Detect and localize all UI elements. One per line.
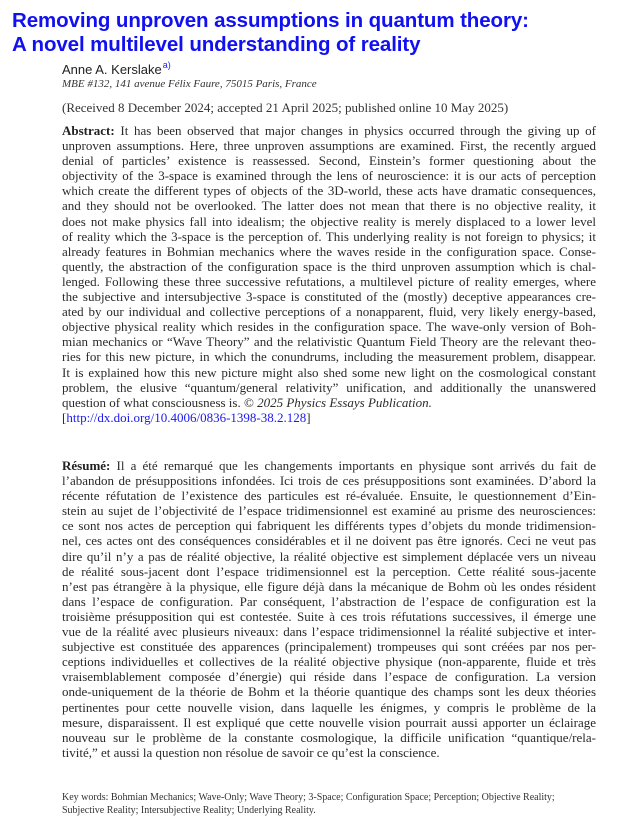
- author-footnote-link[interactable]: a): [162, 60, 171, 70]
- resume-last-line: tivité,” et aussi la question non résolue de savoir ce qu’est la conscience.: [62, 744, 440, 760]
- resume-label: Résumé:: [62, 458, 111, 473]
- abstract-line: denial of particles’ existence is reassessed. Second, Einstein’s former questioning about the: [62, 153, 596, 169]
- resume-line: nouveau sur le problème de la constante cosmologique, la difficile unification “quantique/rela-: [62, 729, 596, 745]
- resume-line: Résumé: Il a été remarqué que les changements importants en physique sont arrivés du fait de: [62, 458, 596, 473]
- resume-line: vue de la réalité avec plusieurs niveaux: dans l’espace tridimensionnel la réalité subjective et inter-: [62, 624, 596, 640]
- publication-dates: (Received 8 December 2024; accepted 21 April 2025; published online 10 May 2025): [62, 100, 509, 115]
- resume-line: stein au sujet de l’objectivité de l’espace tridimensionnel est examiné au prisme des neurosciences:: [62, 503, 596, 519]
- abstract-last-line: question of what consciousness is. © 2025 Physics Essays Publication.: [62, 394, 432, 410]
- abstract-line: problem, the elusive “quantum/general relativity” unification, and additionally the unanswered: [62, 379, 596, 395]
- author-name: Anne A. Kerslake: [62, 62, 162, 77]
- resume-line: ce sont nos actes de perception qui fabriquent les différents types d’objets du monde tridimension-: [62, 518, 596, 534]
- resume-line: mesure, disparaissent. Il est expliqué que cette nouvelle vision pourrait aussi apporter un éclairage: [62, 714, 596, 730]
- resume-line: de réalité sous-jacent dont l’espace tridimensionnel est la perception. Cette réalité sous-jacente: [62, 563, 596, 579]
- resume-line: l’abandon de présuppositions infondées. Ici trois de ces présuppositions sont examinées. D’abord la: [62, 473, 596, 489]
- abstract-line: unproven assumptions. Here, three unproven assumptions are examined. First, the recently argued: [62, 138, 596, 154]
- abstract-line: the subjective and intersubjective 3-space is constituted of the (mostly) deceptive appearances cre-: [62, 289, 596, 305]
- keywords: [62, 791, 602, 817]
- resume-section: [62, 458, 596, 760]
- resume-line: troisième présupposition qui est contestée. Suite à ces trois réfutations successives, il émerge une: [62, 608, 596, 624]
- article-title: [12, 9, 632, 57]
- resume-line: pertinentes pour cette nouvelle vision, dans laquelle les énigmes, y compris le problème de la: [62, 699, 596, 715]
- resume-line: vraisemblablement composée d’énergie) qui réside dans l’espace de configuration. La version: [62, 669, 596, 685]
- abstract-line: mian mechanics or “Wave Theory” and the relativistic Quantum Field Theory are the relevant theo-: [62, 334, 596, 350]
- keywords-line-2: Subjective Reality; Intersubjective Reality; Underlying Reality.: [62, 805, 316, 816]
- resume-line: subjective est constituée des apparences (principalement) trompeuses qui sont créées par nos per-: [62, 639, 596, 655]
- copyright-notice: 2025 Physics Essays Publication.: [257, 394, 432, 410]
- abstract-line: which create the different types of objects of the 3D-world, these acts have dramatic consequences,: [62, 183, 596, 199]
- abstract-line: of reality which the 3-space is the perception of. This underlying reality is not foreign to physics; it: [62, 228, 596, 244]
- abstract-line: lenged. Following these three successive refutations, a multilevel picture of reality emerges, where: [62, 273, 596, 289]
- resume-line: dire qu’il n’y a pas de réalité objective, la réalité objective est simplement déplacée vers un niveau: [62, 548, 596, 564]
- abstract-line: It is explained how this new picture might also shed some new light on the cosmological constant: [62, 364, 596, 380]
- author-affiliation: MBE #132, 141 avenue Félix Faure, 75015 Paris, France: [62, 78, 317, 90]
- article-title-line-1: Removing unproven assumptions in quantum theory:: [12, 9, 529, 32]
- resume-line: récente réfutation de l’existence des particules est ré-évaluée. Ensuite, le questionnement d’Ein-: [62, 488, 596, 504]
- keywords-line-1: Key words: Bohmian Mechanics; Wave-Only; Wave Theory; 3-Space; Configuration Space; Perception; Objective Reality;: [62, 792, 555, 803]
- abstract-line: and they should not be overlooked. The latter does not mean that there is no objective reality, it: [62, 198, 596, 214]
- resume-line: ceptions individuelles et collectives de la réalité objective physique (non-apparente, fluide et très: [62, 654, 596, 670]
- doi-line: [http://dx.doi.org/10.4006/0836-1398-38.2.128]: [62, 409, 311, 425]
- resume-line: onde-uniquement de la théorie de Bohm et la théorie quantique des champs sont les deux théories: [62, 684, 596, 700]
- doi-link[interactable]: http://dx.doi.org/10.4006/0836-1398-38.2.128: [66, 409, 307, 425]
- resume-line: dans l’espace de configuration. Par conséquent, l’abstraction de l’espace de configuration est la: [62, 593, 596, 609]
- resume-line: n’est pas étrangère à la physique, elle figure déjà dans la mécanique de Bohm où les ondes résident: [62, 578, 596, 594]
- abstract-line: ated by our individual and collective perceptions of a nonapparent, fluid, very likely energy-based,: [62, 304, 596, 320]
- abstract-line: does not make physics fall into idealism; the objective reality is merely displaced to a lower level: [62, 213, 596, 229]
- abstract-line: quently, the abstraction of the configuration space is the third unproven assumption which is chal-: [62, 258, 596, 274]
- abstract-section: [62, 123, 596, 425]
- abstract-line: objective physical reality which resides in the configuration space. The wave-only version of Boh-: [62, 319, 596, 335]
- article-title-line-2: A novel multilevel understanding of reality: [12, 33, 421, 56]
- author-line: [62, 60, 171, 77]
- abstract-label: Abstract:: [62, 123, 115, 138]
- abstract-line: Abstract: It has been observed that major changes in physics occurred through the giving up of: [62, 123, 596, 138]
- abstract-line: already features in Bohmian mechanics where the waves reside in the configuration space. Conse-: [62, 243, 596, 259]
- abstract-line: objectivity of the 3-space is examined through the lens of neuroscience: it is our acts of perception: [62, 168, 596, 184]
- abstract-line: ries for this new picture, in which the conundrums, including the measurement problem, disappear.: [62, 349, 596, 365]
- resume-line: nel, ces actes ont des conséquences considérables et il ne doivent pas être ignorés. Ceci ne veut pas: [62, 533, 596, 549]
